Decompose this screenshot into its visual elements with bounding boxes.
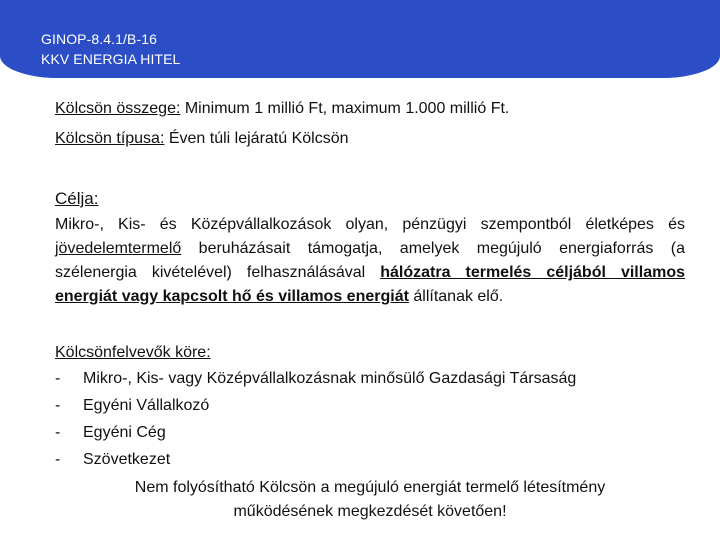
loan-type-value: Éven túli lejáratú Kölcsön (164, 130, 349, 147)
note-line-2: működésének megkezdését követően! (233, 503, 507, 520)
list-item: - Egyéni Vállalkozó (55, 397, 210, 414)
list-item-text: Mikro-, Kis- vagy Középvállalkozásnak minősülő Gazdasági Társaság (83, 370, 577, 387)
goal-paragraph (55, 213, 685, 309)
loan-type-label: Kölcsön típusa: (55, 130, 165, 147)
list-item: - Mikro-, Kis- vagy Középvállalkozásnak minősülő Gazdasági Társaság (55, 370, 577, 387)
list-item: - Egyéni Cég (55, 424, 166, 441)
loan-amount (55, 97, 685, 121)
list-item-text: Szövetkezet (83, 451, 171, 468)
borrowers-heading (55, 341, 685, 365)
goal-underlined-2: hálózatra termelés céljából villamos energiát vagy kapcsolt hő és villamos energiát (55, 264, 685, 305)
program-title: KKV ENERGIA HITEL (41, 51, 181, 67)
note (55, 476, 685, 524)
goal-underlined-1: jövedelemtermelő (55, 240, 182, 257)
goal-text-3: állítanak elő. (408, 288, 504, 305)
borrowers-list (55, 367, 685, 472)
list-item-text: Egyéni Vállalkozó (83, 397, 210, 414)
borrowers-heading-text: Kölcsönfelvevők köre: (55, 344, 211, 361)
note-line-1: Nem folyósítható Kölcsön a megújuló energiát termelő létesítmény (134, 479, 606, 496)
goal-text-2: beruházásait támogatja, amelyek megújuló energiaforrás (a szélenergia kivételével) felhasználásával (55, 240, 685, 281)
list-item: - Szövetkezet (55, 451, 171, 468)
goal-text-1: Mikro-, Kis- és Középvállalkozások olyan, pénzügyi szempontból életképes és (55, 216, 685, 233)
list-item-text: Egyéni Cég (83, 424, 166, 441)
header-banner (0, 0, 720, 78)
loan-type (55, 127, 685, 151)
loan-amount-value: Minimum 1 millió Ft, maximum 1.000 millió Ft. (180, 100, 510, 117)
loan-amount-label: Kölcsön összege: (55, 100, 181, 117)
goal-heading (55, 187, 685, 211)
goal-heading-text: Célja: (55, 189, 99, 208)
program-code: GINOP-8.4.1/B-16 (41, 31, 157, 47)
